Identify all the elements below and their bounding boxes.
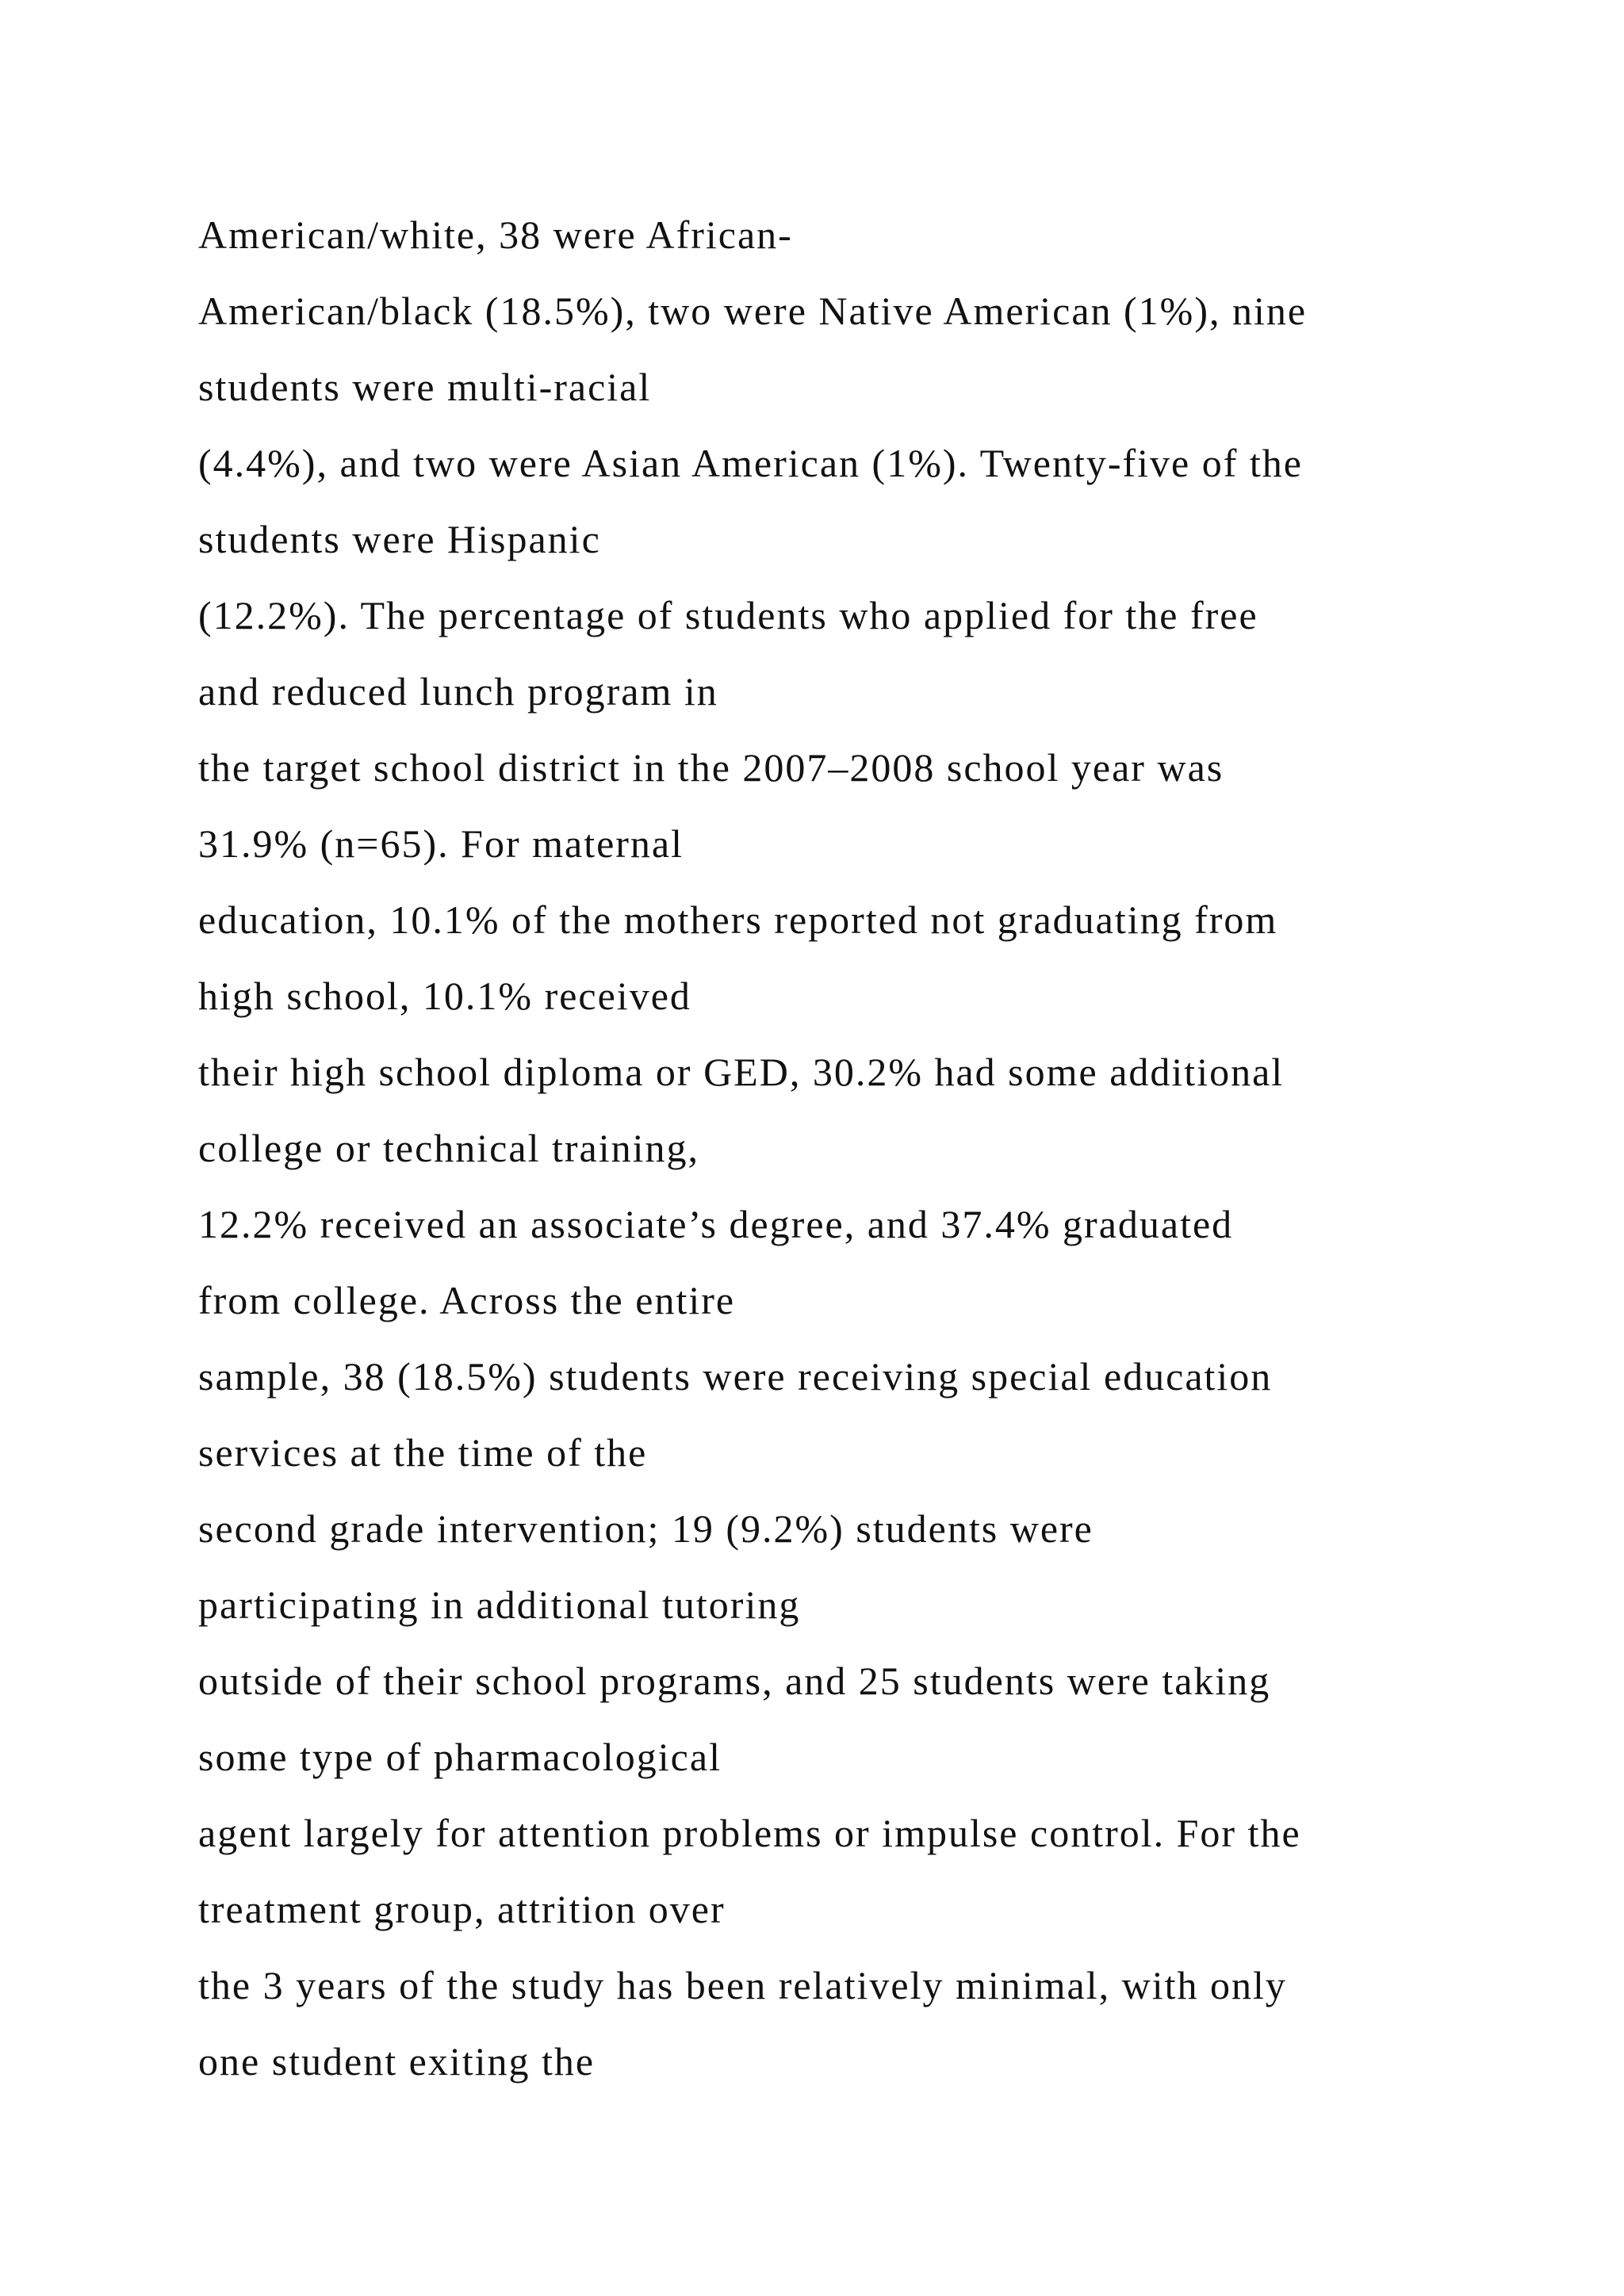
text-line: services at the time of the (198, 1430, 648, 1475)
text-line: American/white, 38 were African- (198, 212, 793, 257)
text-line: treatment group, attrition over (198, 1887, 726, 1931)
text-line: the target school district in the 2007–2008 school year was (198, 745, 1224, 790)
text-line: sample, 38 (18.5%) students were receiving special education (198, 1354, 1273, 1399)
text-line: college or technical training, (198, 1126, 699, 1170)
text-line: students were Hispanic (198, 517, 601, 561)
body-text (198, 197, 1610, 2099)
text-line: agent largely for attention problems or impulse control. For the (198, 1811, 1301, 1855)
text-line: 31.9% (n=65). For maternal (198, 821, 684, 866)
text-line: American/black (18.5%), two were Native American (1%), nine (198, 289, 1308, 333)
text-line: 12.2% received an associate’s degree, and 37.4% graduated (198, 1202, 1234, 1246)
text-line: education, 10.1% of the mothers reported not graduating from (198, 897, 1278, 942)
text-line: students were multi-racial (198, 365, 652, 409)
text-line: second grade intervention; 19 (9.2%) students were (198, 1506, 1094, 1551)
text-line: and reduced lunch program in (198, 669, 718, 714)
text-line: high school, 10.1% received (198, 974, 691, 1018)
text-line: outside of their school programs, and 25 students were taking (198, 1659, 1271, 1703)
text-line: their high school diploma or GED, 30.2% had some additional (198, 1050, 1285, 1094)
text-line: from college. Across the entire (198, 1278, 736, 1322)
text-line: the 3 years of the study has been relatively minimal, with only (198, 1963, 1287, 2007)
text-line: one student exiting the (198, 2039, 596, 2084)
text-line: some type of pharmacological (198, 1735, 722, 1779)
text-line: participating in additional tutoring (198, 1582, 801, 1627)
text-line: (12.2%). The percentage of students who applied for the free (198, 593, 1258, 637)
text-line: (4.4%), and two were Asian American (1%). Twenty-five of the (198, 441, 1303, 485)
